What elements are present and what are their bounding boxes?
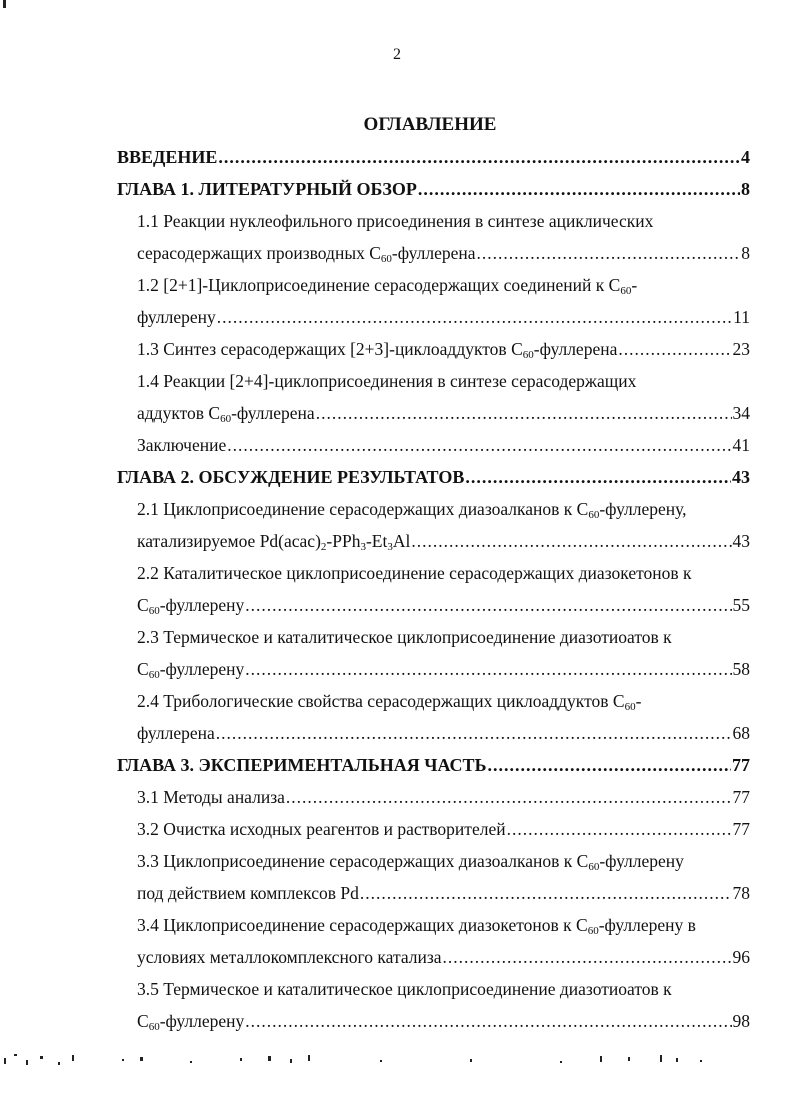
entry-page: 34: [732, 403, 750, 423]
entry-title-cont: под действием комплексов Pd: [137, 883, 359, 903]
toc-entry-3-3-line1[interactable]: [137, 850, 750, 872]
entry-page: 58: [732, 659, 750, 679]
toc-entry-3-2[interactable]: [137, 818, 750, 840]
entry-page: 98: [732, 1011, 750, 1031]
entry-title: Заключение: [137, 435, 227, 455]
entry-title: ВВЕДЕНИЕ: [117, 147, 218, 167]
toc-entry-3-5-line1[interactable]: [137, 978, 750, 1000]
entry-title-cont: фуллерену: [137, 307, 216, 327]
scan-mark: [3, 0, 6, 8]
entry-page: 43: [732, 531, 750, 551]
toc-entry-1-3[interactable]: [137, 338, 750, 360]
toc-entry-chapter-3[interactable]: [117, 754, 750, 776]
dot-leader: [487, 754, 731, 776]
toc-entry-introduction[interactable]: [117, 146, 750, 168]
toc-entry-2-3-line2[interactable]: [137, 658, 750, 680]
dot-leader: [218, 146, 740, 168]
dot-leader: [465, 466, 731, 488]
entry-page: 55: [732, 595, 750, 615]
entry-page: 11: [733, 307, 750, 327]
toc-entry-3-5-line2[interactable]: [137, 1010, 750, 1032]
dot-leader: [245, 658, 731, 680]
entry-page: 77: [732, 755, 750, 775]
toc-title: ОГЛАВЛЕНИЕ: [363, 114, 497, 135]
entry-page: 68: [732, 723, 750, 743]
toc-entry-3-4-line2[interactable]: [137, 946, 750, 968]
toc-entry-2-1-line2[interactable]: [137, 530, 750, 552]
toc-entry-2-1-line1[interactable]: [137, 498, 750, 520]
toc-entry-2-4-line2[interactable]: [137, 722, 750, 744]
toc-entry-conclusion[interactable]: [137, 434, 750, 456]
entry-title: 3.5 Термическое и каталитическое циклоприсоединение диазотиоатов к: [137, 979, 672, 999]
entry-title: 2.1 Циклоприсоединение серасодержащих диазоалканов к $C_{60}$-фуллерену,: [137, 499, 687, 520]
dot-leader: [618, 338, 731, 360]
toc-entry-2-2-line2[interactable]: [137, 594, 750, 616]
entry-title: 1.1 Реакции нуклеофильного присоединения в синтезе ациклических: [137, 211, 654, 231]
entry-title: 3.1 Методы анализа: [137, 787, 285, 807]
scan-noise: [0, 1050, 794, 1090]
toc-entry-1-4-line2[interactable]: [137, 402, 750, 424]
entry-title: 2.2 Каталитическое циклоприсоединение серасодержащих диазокетонов к: [137, 563, 692, 583]
dot-leader: [245, 594, 731, 616]
entry-title: 2.4 Трибологические свойства серасодержащих циклоаддуктов $C_{60}-$: [137, 691, 642, 712]
toc-entry-chapter-1[interactable]: [117, 178, 750, 200]
toc-entry-1-4-line1[interactable]: [137, 370, 750, 392]
entry-title: 3.3 Циклоприсоединение серасодержащих диазоалканов к $C_{60}$-фуллерену: [137, 851, 684, 872]
entry-title-cont: фуллерена: [137, 723, 215, 743]
entry-title: ГЛАВА 2. ОБСУЖДЕНИЕ РЕЗУЛЬТАТОВ: [117, 467, 465, 487]
dot-leader: [360, 882, 732, 904]
entry-title-cont: аддуктов $C_{60}$-фуллерена: [137, 403, 315, 424]
entry-page: 77: [732, 819, 750, 839]
dot-leader: [216, 722, 732, 744]
toc-entry-chapter-2[interactable]: [117, 466, 750, 488]
toc-entry-1-1-line1[interactable]: [137, 210, 750, 232]
entry-title: 1.2 [2+1]-Циклоприсоединение серасодержащих соединений к $C_{60}-$: [137, 275, 638, 296]
dot-leader: [411, 530, 731, 552]
entry-title: 3.2 Очистка исходных реагентов и растворителей: [137, 819, 506, 839]
entry-title: ГЛАВА 3. ЭКСПЕРИМЕНТАЛЬНАЯ ЧАСТЬ: [117, 755, 487, 775]
entry-title-cont: условиях металлокомплексного катализа: [137, 947, 442, 967]
toc-entry-3-1[interactable]: [137, 786, 750, 808]
toc-entry-3-3-line2[interactable]: [137, 882, 750, 904]
entry-page: 96: [732, 947, 750, 967]
entry-title: ГЛАВА 1. ЛИТЕРАТУРНЫЙ ОБЗОР: [117, 179, 417, 199]
dot-leader: [507, 818, 732, 840]
dot-leader: [418, 178, 740, 200]
entry-page: 8: [741, 179, 750, 199]
toc-entry-2-3-line1[interactable]: [137, 626, 750, 648]
entry-title-cont: $C_{60}$-фуллерену: [137, 1011, 245, 1032]
entry-title: 1.3 Синтез серасодержащих [2+3]-циклоаддуктов $C_{60}$-фуллерена: [137, 339, 618, 360]
dot-leader: [477, 242, 741, 264]
dot-leader: [286, 786, 732, 808]
page-number: 2: [393, 46, 401, 63]
dot-leader: [443, 946, 732, 968]
entry-page: 8: [741, 243, 750, 263]
entry-page: 78: [732, 883, 750, 903]
toc-entry-2-2-line1[interactable]: [137, 562, 750, 584]
dot-leader: [316, 402, 732, 424]
toc-entry-1-2-line1[interactable]: [137, 274, 750, 296]
toc-entry-2-4-line1[interactable]: [137, 690, 750, 712]
entry-title-cont: $C_{60}$-фуллерену: [137, 595, 245, 616]
dot-leader: [245, 1010, 731, 1032]
entry-page: 43: [732, 467, 750, 487]
entry-title: 3.4 Циклоприсоединение серасодержащих диазокетонов к $C_{60}$-фуллерену в: [137, 915, 696, 936]
entry-page: 41: [732, 435, 750, 455]
dot-leader: [217, 306, 732, 328]
entry-title-cont: катализируемое $Pd(acac)_2-PPh_3-Et_3Al$: [137, 531, 411, 552]
entry-page: 4: [741, 147, 750, 167]
entry-title: 2.3 Термическое и каталитическое циклоприсоединение диазотиоатов к: [137, 627, 672, 647]
entry-title-cont: серасодержащих производных $C_{60}$-фуллерена: [137, 243, 476, 264]
toc-entry-1-1-line2[interactable]: [137, 242, 750, 264]
toc-entry-3-4-line1[interactable]: [137, 914, 750, 936]
entry-title-cont: $C_{60}$-фуллерену: [137, 659, 245, 680]
entry-page: 77: [732, 787, 750, 807]
entry-title: 1.4 Реакции [2+4]-циклоприсоединения в синтезе серасодержащих: [137, 371, 637, 391]
entry-page: 23: [732, 339, 750, 359]
dot-leader: [227, 434, 731, 456]
toc-entry-1-2-line2[interactable]: [137, 306, 750, 328]
